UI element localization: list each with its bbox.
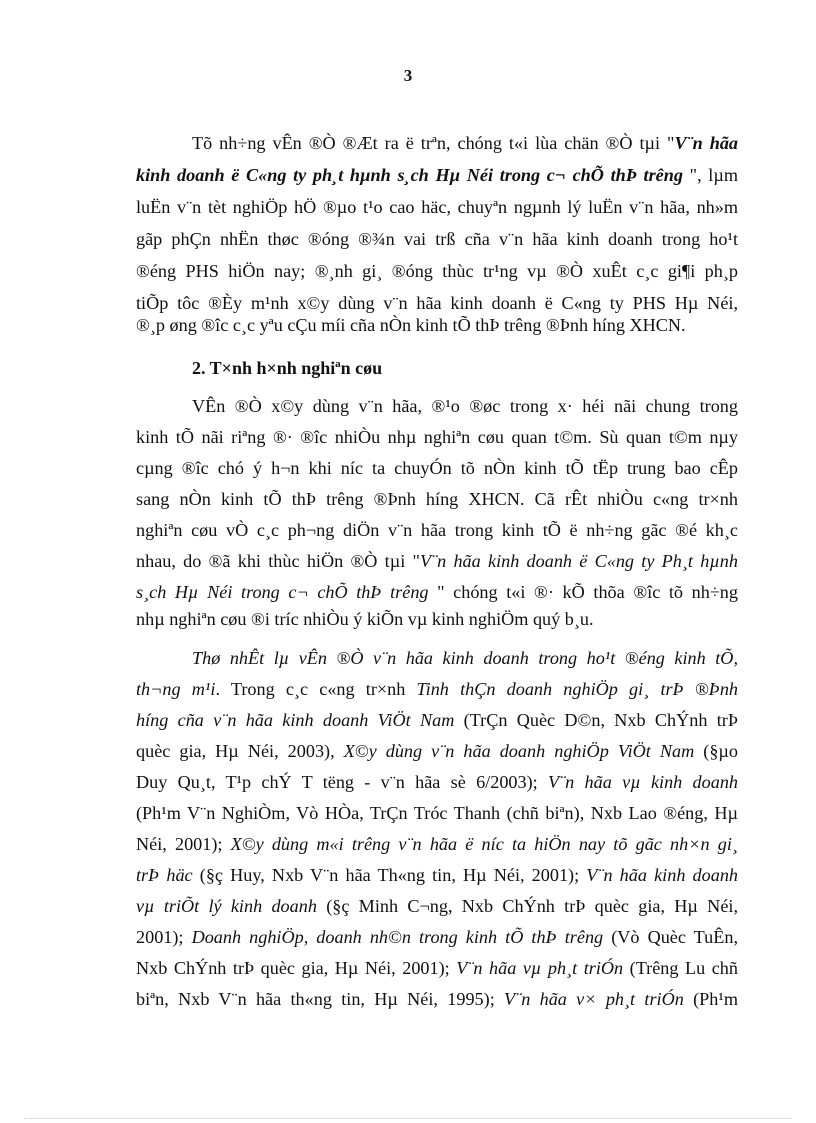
text-line: Duy Qu¸t, T¹p chÝ T tëng - v¨n hãa sè 6/2003); V¨n hãa vµ kinh doanh — [136, 772, 739, 792]
text-line: sang nÒn kinh tÕ thÞ trêng ®Þnh híng XHCN. Cã rÊt nhiÒu c«ng tr×nh — [136, 489, 738, 509]
text-line: trÞ häc (§ç Huy, Nxb V¨n hãa Th«ng tin, Hµ Néi, 2001); V¨n hãa kinh doanh — [136, 865, 739, 885]
text-line: (Ph¹m V¨n NghiÒm, Vò HÒa, TrÇn Tróc Thanh (chñ biªn), Nxb Lao ®éng, Hµ — [136, 803, 738, 823]
text-line: Nxb ChÝnh trÞ quèc gia, Hµ Néi, 2001); V¨n hãa vµ ph¸t triÓn (Trêng Lu chñ — [136, 958, 738, 978]
text-line: cµng ®îc chó ý h¬n khi níc ta chuyÓn tõ nÒn kinh tÕ tËp trung bao cÊp — [136, 458, 738, 478]
text-line: kinh doanh ë C«ng ty ph¸t hµnh s¸ch Hµ Néi trong c¬ chÕ thÞ trêng ", lµm — [136, 165, 738, 185]
text-line: s¸ch Hµ Néi trong c¬ chÕ thÞ trêng " chóng t«i ®· kÕ thõa ®îc tõ nh÷ng — [136, 582, 738, 602]
text-line: th¬ng m¹i. Trong c¸c c«ng tr×nh Tinh thÇn doanh nghiÖp gi¸ trÞ ®Þnh — [136, 679, 739, 699]
text-line: quèc gia, Hµ Néi, 2003), X©y dùng v¨n hãa doanh nghiÖp ViÖt Nam (§µo — [136, 741, 738, 761]
text-line: VÊn ®Ò x©y dùng v¨n hãa, ®¹o ®øc trong x· héi nãi chung trong — [192, 396, 738, 416]
section-heading: 2. T×nh h×nh nghiªn cøu — [192, 358, 383, 378]
text-line: híng cña v¨n hãa kinh doanh ViÖt Nam (TrÇn Quèc D©n, Nxb ChÝnh trÞ — [136, 710, 738, 730]
page-bottom-rule — [24, 1118, 792, 1119]
text-line: ®éng PHS hiÖn nay; ®¸nh gi¸ ®óng thùc tr¹ng vµ ®Ò xuÊt c¸c gi¶i ph¸p — [136, 261, 738, 281]
text-line: kinh tÕ nãi riªng ®· ®îc nhiÒu nhµ nghiªn cøu quan t©m. Sù quan t©m nµy — [136, 427, 738, 447]
text-line: Thø nhÊt lµ vÊn ®Ò v¨n hãa kinh doanh trong ho¹t ®éng kinh tÕ, — [192, 648, 738, 668]
text-line: nhµ nghiªn cøu ®i tríc nhiÒu ý kiÕn vµ kinh nghiÖm quý b¸u. — [136, 609, 594, 629]
text-line: Néi, 2001); X©y dùng m«i trêng v¨n hãa ë níc ta hiÖn nay tõ gãc nh×n gi¸ — [136, 834, 738, 854]
text-line: vµ triÕt lý kinh doanh (§ç Minh C¬ng, Nxb ChÝnh trÞ quèc gia, Hµ Néi, — [136, 896, 738, 916]
page-number: 3 — [403, 66, 413, 85]
text-line: nghiªn cøu vÒ c¸c ph¬ng diÖn v¨n hãa trong kinh tÕ ë nh÷ng gãc ®é kh¸c — [136, 520, 738, 540]
text-line: tiÕp tôc ®Èy m¹nh x©y dùng v¨n hãa kinh doanh ë C«ng ty PHS Hµ Néi, — [136, 293, 738, 313]
text-line: 2001); Doanh nghiÖp, doanh nh©n trong kinh tÕ thÞ trêng (Vò Quèc TuÊn, — [136, 927, 738, 947]
text-line: gãp phÇn nhËn thøc ®óng ®¾n vai trß cña v¨n hãa kinh doanh trong ho¹t — [136, 229, 738, 249]
text-line: Tõ nh÷ng vÊn ®Ò ®Æt ra ë trªn, chóng t«i lùa chän ®Ò tµi "V¨n hãa — [192, 133, 739, 153]
text-line: luËn v¨n tèt nghiÖp hÖ ®µo t¹o cao häc, chuyªn ngµnh lý luËn v¨n hãa, nh»m — [136, 197, 738, 217]
text-line: nhau, do ®ã khi thùc hiÖn ®Ò tµi "V¨n hãa kinh doanh ë C«ng ty Ph¸t hµnh — [136, 551, 738, 571]
text-line: biªn, Nxb V¨n hãa th«ng tin, Hµ Néi, 1995); V¨n hãa v× ph¸t triÓn (Ph¹m — [136, 989, 738, 1009]
text-line: ®¸p øng ®îc c¸c yªu cÇu míi cña nÒn kinh tÕ thÞ trêng ®Þnh híng XHCN. — [136, 315, 686, 335]
